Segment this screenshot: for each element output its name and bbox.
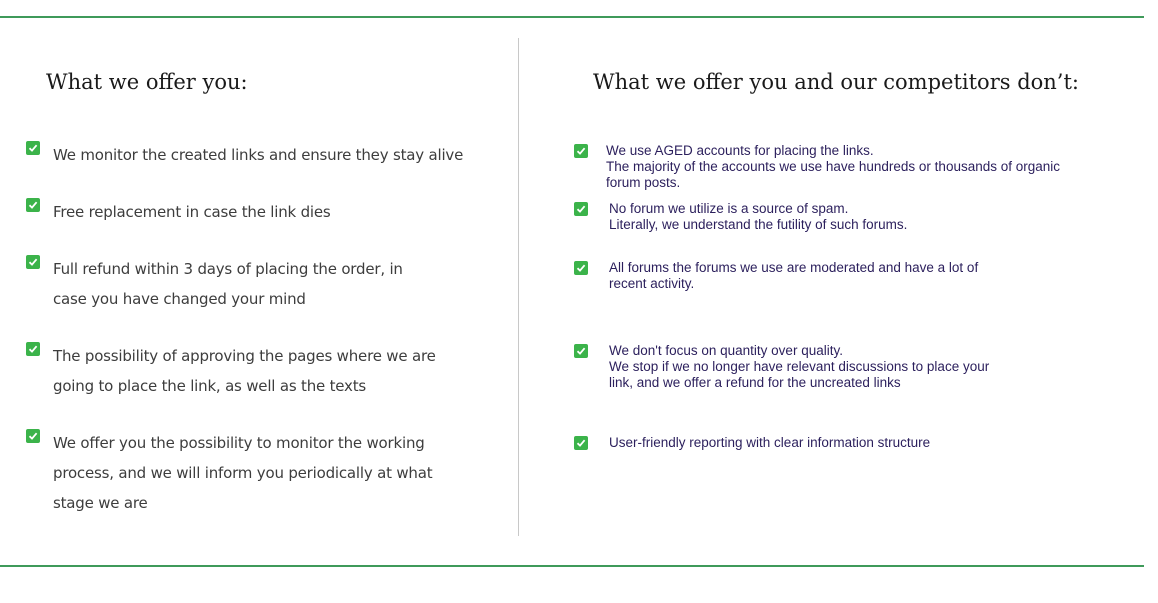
item-text-line: The possibility of approving the pages where we are bbox=[53, 347, 436, 365]
right-item-3 bbox=[574, 260, 1149, 292]
right-item-4 bbox=[574, 343, 1149, 391]
right-heading: What we offer you and our competitors don’t: bbox=[593, 70, 1079, 94]
checkmark-icon bbox=[26, 342, 40, 356]
checkmark-icon bbox=[26, 255, 40, 269]
item-text-line: No forum we utilize is a source of spam. bbox=[609, 201, 849, 216]
item-text-line: User-friendly reporting with clear information structure bbox=[609, 435, 931, 450]
item-text-line: recent activity. bbox=[609, 276, 695, 291]
item-text-line: process, and we will inform you periodically at what bbox=[53, 464, 433, 482]
checkmark-icon bbox=[574, 261, 588, 275]
left-item-3 bbox=[26, 254, 503, 314]
item-text-line: Literally, we understand the futility of such forums. bbox=[609, 217, 908, 232]
checkmark-icon bbox=[26, 141, 40, 155]
checkmark-icon bbox=[26, 198, 40, 212]
bottom-rule bbox=[0, 565, 1144, 567]
top-rule bbox=[0, 16, 1144, 18]
item-text-line: Free replacement in case the link dies bbox=[53, 203, 331, 221]
item-text-line: We monitor the created links and ensure they stay alive bbox=[53, 146, 464, 164]
checkmark-icon bbox=[574, 436, 588, 450]
item-text-line: case you have changed your mind bbox=[53, 290, 306, 308]
item-text-line: We use AGED accounts for placing the links. bbox=[606, 143, 874, 158]
item-text-line: Full refund within 3 days of placing the order, in bbox=[53, 260, 403, 278]
left-heading: What we offer you: bbox=[46, 70, 248, 94]
item-text-line: We offer you the possibility to monitor the working bbox=[53, 434, 425, 452]
checkmark-icon bbox=[574, 344, 588, 358]
item-text-line: going to place the link, as well as the texts bbox=[53, 377, 367, 395]
right-item-2 bbox=[574, 201, 1149, 233]
checkmark-icon bbox=[574, 144, 588, 158]
left-item-1 bbox=[26, 140, 503, 170]
item-text-line: We don't focus on quantity over quality. bbox=[609, 343, 843, 358]
item-text-line: All forums the forums we use are moderated and have a lot of bbox=[609, 260, 979, 275]
item-text-line: We stop if we no longer have relevant discussions to place your bbox=[609, 359, 990, 374]
right-item-1 bbox=[574, 143, 1146, 191]
checkmark-icon bbox=[574, 202, 588, 216]
left-item-2 bbox=[26, 197, 503, 227]
item-text-line: stage we are bbox=[53, 494, 148, 512]
column-divider bbox=[518, 38, 519, 536]
right-item-5 bbox=[574, 435, 1149, 451]
checkmark-icon bbox=[26, 429, 40, 443]
item-text-line: link, and we offer a refund for the uncreated links bbox=[609, 375, 901, 390]
item-text-line: forum posts. bbox=[606, 175, 681, 190]
left-item-4 bbox=[26, 341, 503, 401]
left-item-5 bbox=[26, 428, 503, 518]
item-text-line: The majority of the accounts we use have hundreds or thousands of organic bbox=[606, 159, 1061, 174]
